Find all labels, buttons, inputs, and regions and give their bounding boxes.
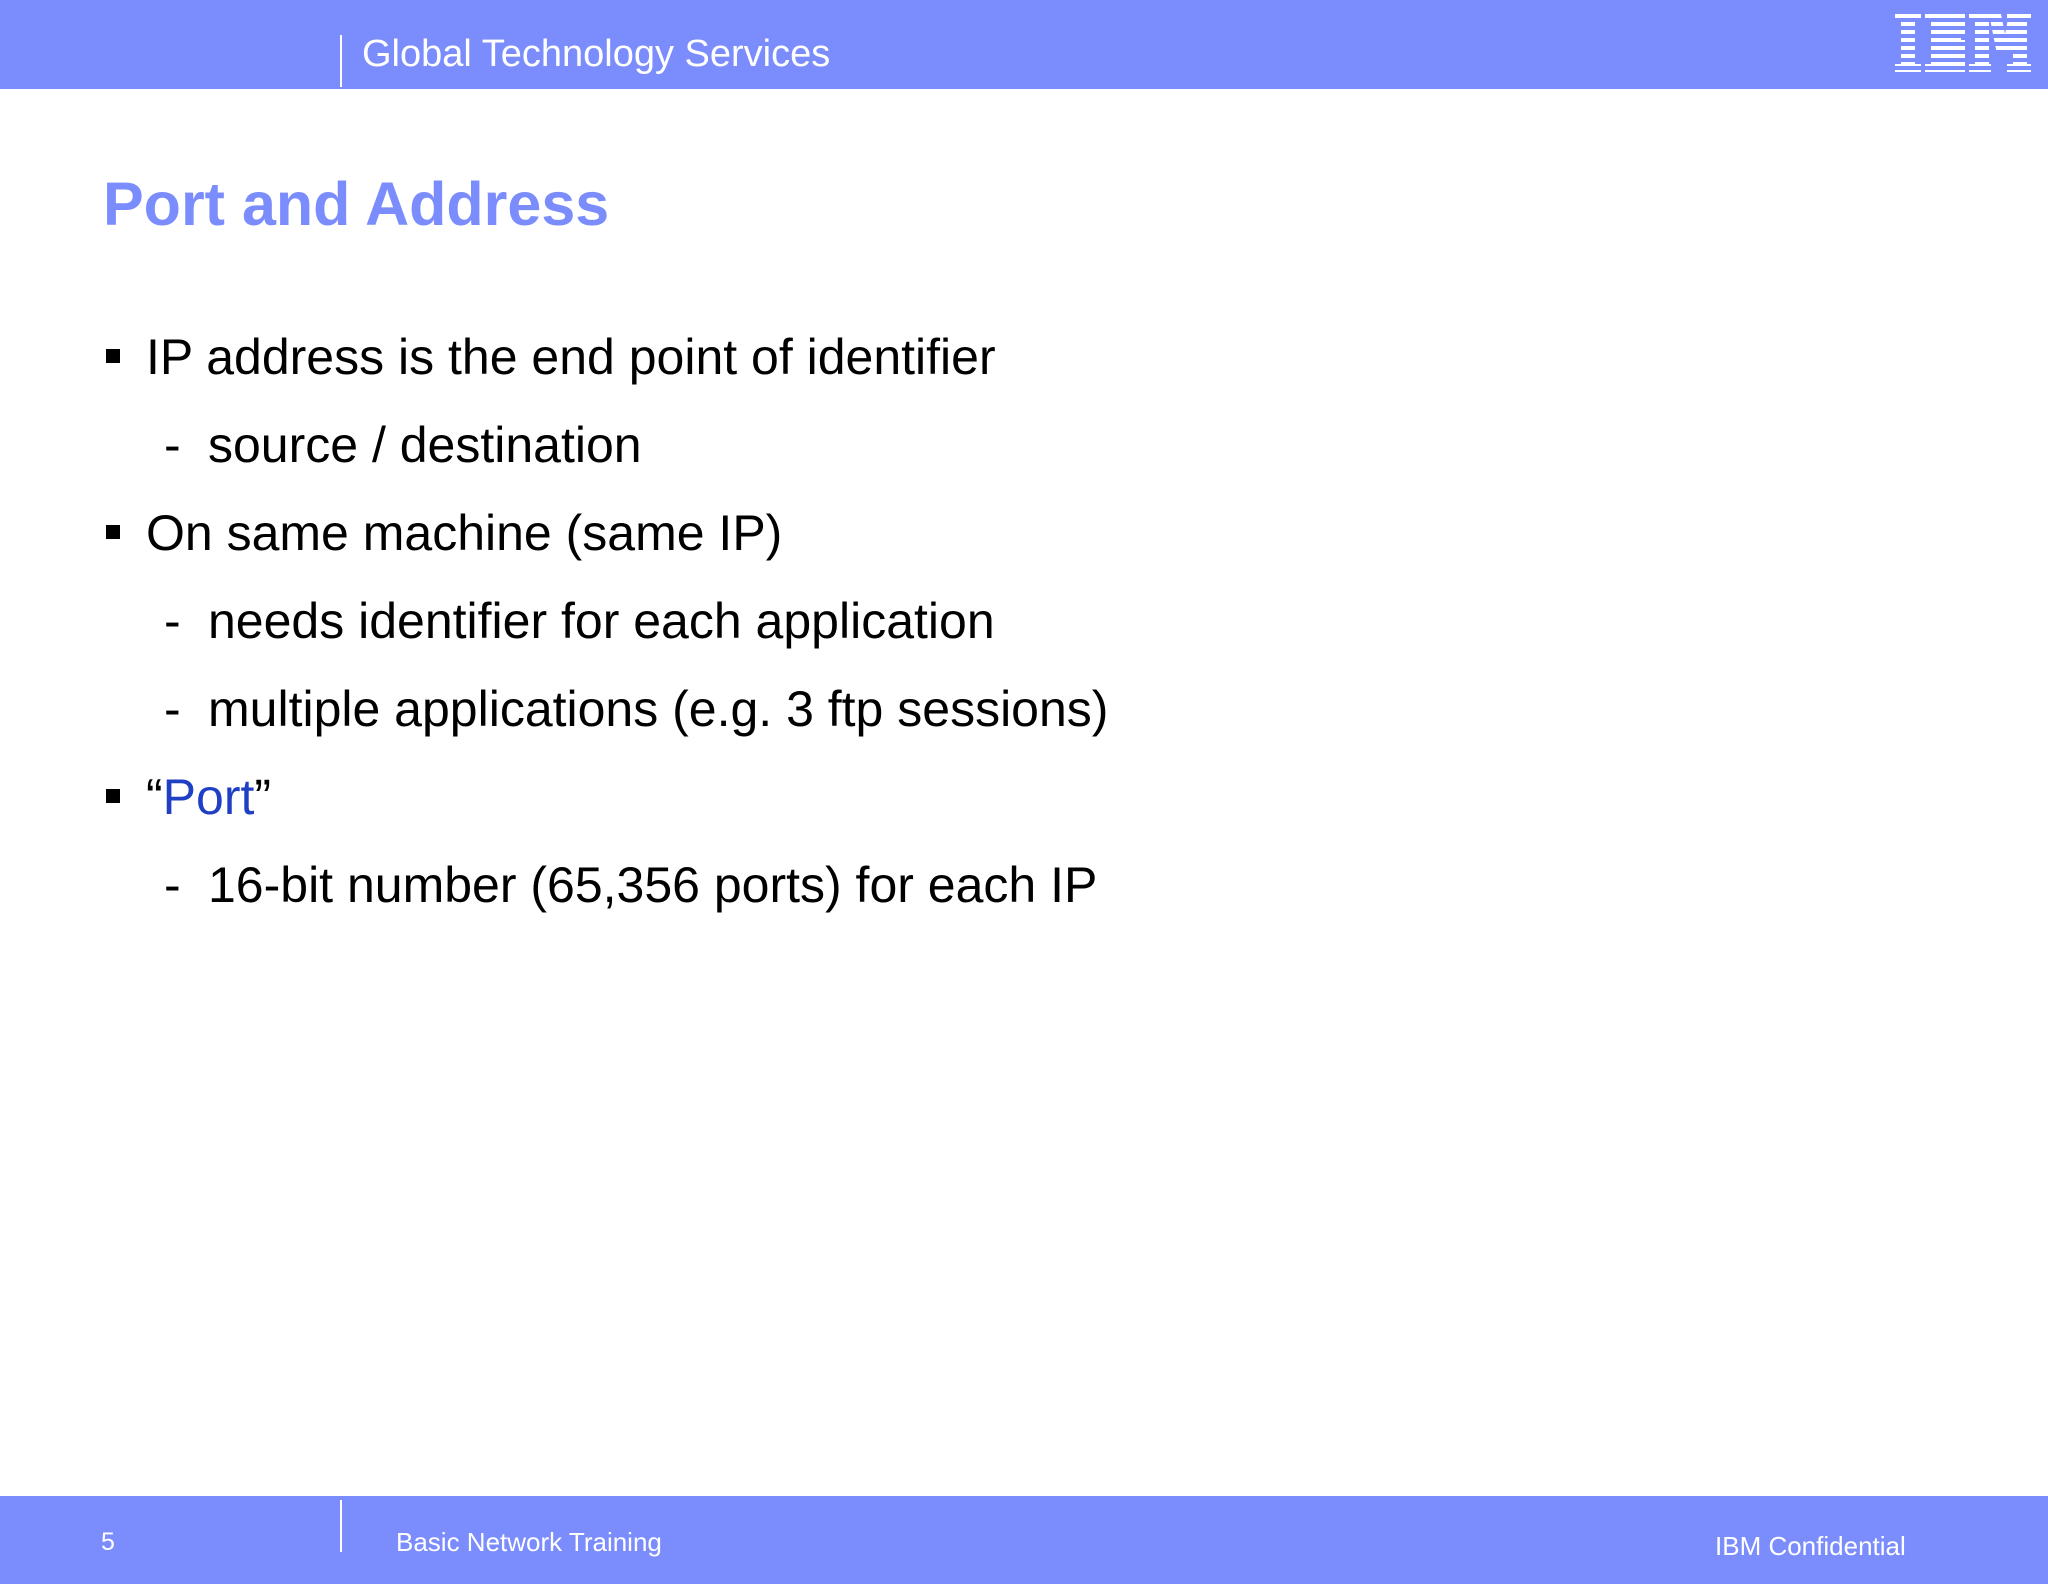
sub-bullet-text: source / destination [208,417,642,473]
sub-bullet-text: 16-bit number (65,356 ports) for each IP [208,857,1098,913]
open-quote: “ [146,769,163,825]
square-bullet-icon [106,349,120,363]
dash-bullet-icon: - [164,593,181,649]
dash-bullet-icon: - [164,857,181,913]
port-keyword: Port [162,769,255,825]
header-bar [0,0,2048,89]
square-bullet-icon [106,789,120,803]
page-number: 5 [101,1528,115,1556]
bullet-text: On same machine (same IP) [146,505,783,561]
sub-bullet-text: needs identifier for each application [208,593,995,649]
dash-bullet-icon: - [164,417,181,473]
sub-bullet-text: multiple applications (e.g. 3 ftp sessions) [208,681,1109,737]
ibm-logo-icon [1893,14,2033,72]
footer-divider [340,1500,342,1552]
bullet-text [146,762,271,832]
footer-course-title: Basic Network Training [396,1527,662,1557]
confidentiality-label: IBM Confidential [1715,1531,1906,1561]
header-divider [340,35,342,87]
dash-bullet-icon: - [164,681,181,737]
close-quote: ” [254,769,272,825]
square-bullet-icon [106,525,120,539]
header-title: Global Technology Services [362,33,831,75]
slide-title: Port and Address [103,170,610,238]
bullet-text: IP address is the end point of identifier [146,329,996,385]
